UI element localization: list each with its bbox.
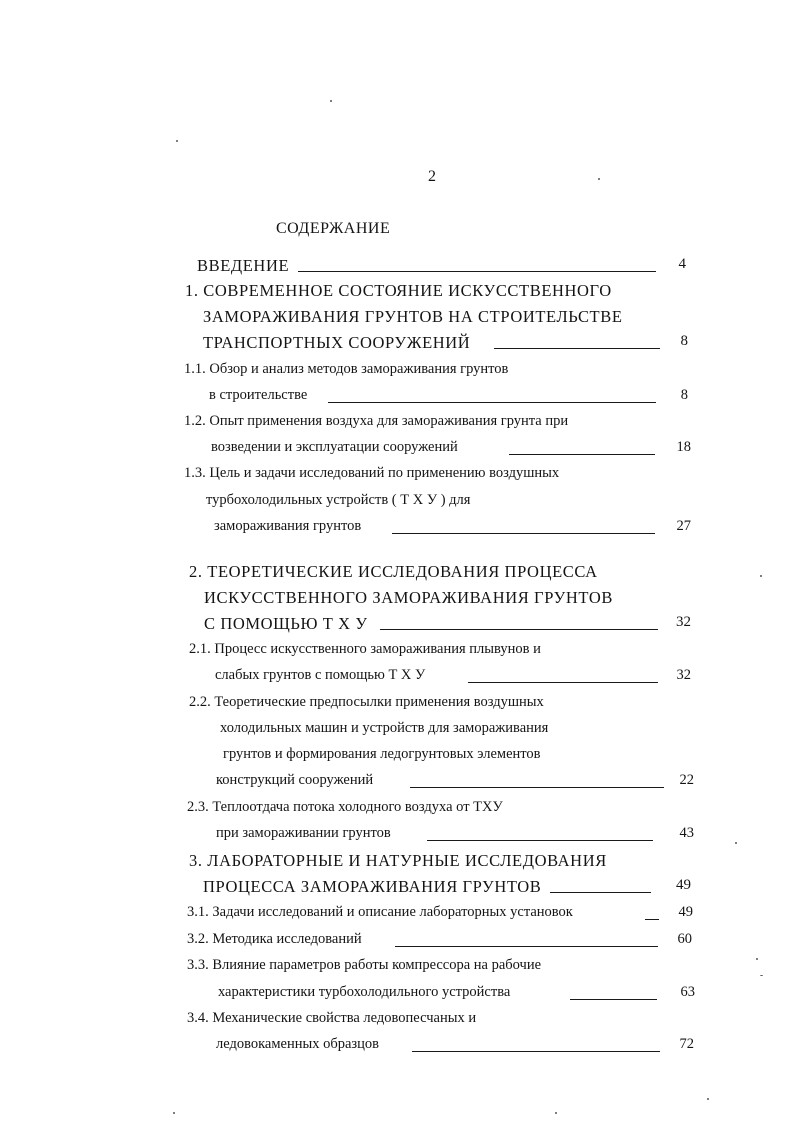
entry-page: 60 [677,931,692,947]
entry-page: 43 [679,825,694,841]
leader-line [412,1051,660,1052]
leader-line [380,629,658,630]
entry-text: ИСКУССТВЕННОГО ЗАМОРАЖИВАНИЯ ГРУНТОВ [204,588,613,607]
entry-text: 3.2. Методика исследований [187,931,362,947]
leader-line [328,402,656,403]
entry-page: 63 [680,984,695,1000]
entry-text: холодильных машин и устройств для замораживания [220,720,549,736]
entry-text: 1.1. Обзор и анализ методов замораживания грунтов [184,361,509,377]
entry-text: ЗАМОРАЖИВАНИЯ ГРУНТОВ НА СТРОИТЕЛЬСТВЕ [203,307,623,326]
entry-text: характеристики турбохолодильного устройства [218,984,511,1000]
entry-page: 32 [676,667,691,683]
entry-text: С ПОМОЩЬЮ Т Х У [204,614,368,633]
leader-line [410,787,664,788]
leader-line [509,454,655,455]
entry-text: конструкций сооружений [216,772,374,788]
entry-text: грунтов и формирования ледогрунтовых элементов [223,746,541,762]
entry-text: слабых грунтов с помощью Т Х У [215,667,426,683]
leader-line [550,892,651,893]
entry-text: 2.2. Теоретические предпосылки применения воздушных [189,694,544,710]
toc-title: СОДЕРЖАНИЕ [276,220,391,237]
entry-text: 2.3. Теплоотдача потока холодного воздуха от ТХУ [187,799,503,815]
entry-text: замораживания грунтов [214,518,362,534]
entry-page: 49 [678,904,693,920]
entry-text: 1. СОВРЕМЕННОЕ СОСТОЯНИЕ ИСКУССТВЕННОГО [185,281,612,300]
leader-line [494,348,660,349]
entry-text: турбохолодильных устройств ( Т Х У ) для [206,492,471,508]
entry-text: 2.1. Процесс искусственного замораживания плывунов и [189,641,541,657]
entry-text: при замораживании грунтов [216,825,391,841]
entry-text: 3.3. Влияние параметров работы компрессора на рабочие [187,957,542,973]
leader-line [468,682,658,683]
entry-text: ТРАНСПОРТНЫХ СООРУЖЕНИЙ [203,333,471,352]
leader-line [427,840,653,841]
entry-page: 4 [678,256,686,272]
entry-text: 1.2. Опыт применения воздуха для замораживания грунта при [184,413,569,429]
leader-line [392,533,655,534]
entry-page: 8 [680,333,688,349]
entry-page: 27 [676,518,691,534]
entry-text: в строительстве [209,387,308,403]
entry-page: 49 [676,877,691,893]
entry-page: 8 [680,387,688,403]
leader-line [395,946,658,947]
page-number: 2 [428,168,436,185]
entry-text: ВВЕДЕНИЕ [197,256,290,275]
entry-text: 3.4. Механические свойства ледовопесчаных и [187,1010,477,1026]
leader-line [298,271,656,272]
entry-page: 22 [679,772,694,788]
entry-page: 32 [676,614,691,630]
entry-text: ПРОЦЕССА ЗАМОРАЖИВАНИЯ ГРУНТОВ [203,877,542,896]
entry-page: 18 [676,439,691,455]
entry-text: 1.3. Цель и задачи исследований по применению воздушных [184,465,560,481]
entry-text: возведении и эксплуатации сооружений [211,439,458,455]
entry-text: 3. ЛАБОРАТОРНЫЕ И НАТУРНЫЕ ИССЛЕДОВАНИЯ [189,851,607,870]
leader-line [570,999,657,1000]
entry-page: 72 [679,1036,694,1052]
entry-text: 2. ТЕОРЕТИЧЕСКИЕ ИССЛЕДОВАНИЯ ПРОЦЕССА [189,562,598,581]
leader-line [645,919,659,920]
entry-text: ледовокаменных образцов [216,1036,380,1052]
entry-text: 3.1. Задачи исследований и описание лабораторных установок [187,904,573,920]
